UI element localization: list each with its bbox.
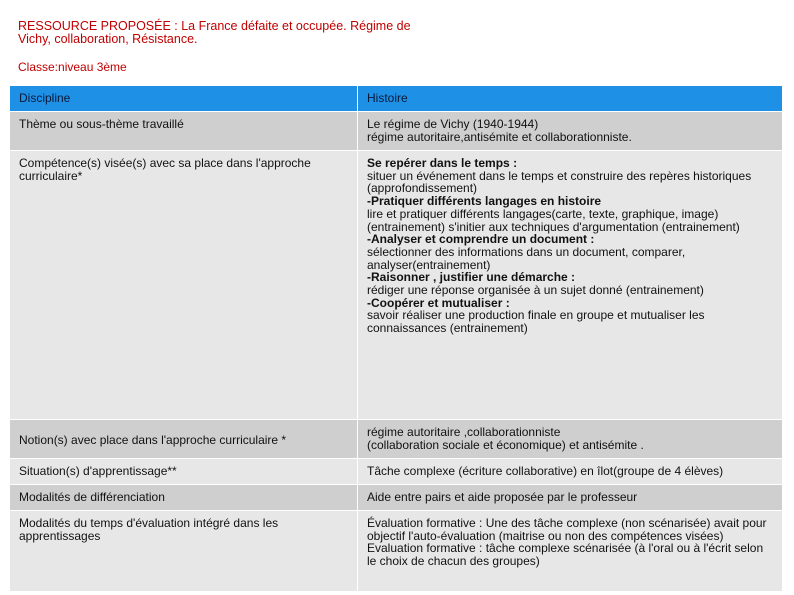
- row-label: Modalités de différenciation: [10, 485, 358, 511]
- competence-text: situer un événement dans le temps et construire des repères historiques (approfondissement): [367, 168, 752, 196]
- evaluation-line: Evaluation formative : tâche complexe scénarisée (à l'oral ou à l'écrit selon le choix de chacun des groupes): [367, 541, 764, 569]
- row-label: Situation(s) d'apprentissage**: [10, 459, 358, 485]
- table-row-situation: [10, 459, 783, 485]
- table-row-notions: [10, 420, 783, 459]
- table-row-theme: [10, 112, 783, 151]
- competence-text: rédiger une réponse organisée à un sujet donné (entrainement): [367, 283, 704, 298]
- row-value: [358, 151, 783, 420]
- row-label: Notion(s) avec place dans l'approche curriculaire *: [10, 420, 358, 459]
- notion-line: régime autoritaire ,collaborationniste: [367, 425, 561, 439]
- table-row-discipline: [10, 86, 783, 112]
- competence-heading: -Coopérer et mutualiser :: [367, 295, 510, 310]
- document-title: RESSOURCE PROPOSÉE : La France défaite et occupée. Régime de Vichy, collaboration, Résistance.: [18, 19, 411, 46]
- class-level: Classe:niveau 3ème: [18, 60, 127, 74]
- competence-heading: -Pratiquer différents langages en histoire: [367, 194, 602, 209]
- competence-text: sélectionner des informations dans un document, comparer, analyser(entrainement): [367, 244, 686, 272]
- table-row-competences: [10, 151, 783, 420]
- competence-heading: -Raisonner , justifier une démarche :: [367, 270, 576, 285]
- row-label: Compétence(s) visée(s) avec sa place dans l'approche curriculaire*: [10, 151, 358, 420]
- resource-table: [9, 85, 783, 592]
- theme-line: Le régime de Vichy (1940-1944): [367, 117, 539, 131]
- notion-line: (collaboration sociale et économique) et antisémite .: [367, 437, 644, 452]
- row-label: Thème ou sous-thème travaillé: [10, 112, 358, 151]
- row-value: Histoire: [358, 86, 783, 112]
- row-value: [358, 511, 783, 592]
- row-value: Aide entre pairs et aide proposée par le professeur: [358, 485, 783, 511]
- table-row-differenciation: [10, 485, 783, 511]
- row-value: [358, 112, 783, 151]
- theme-line: régime autoritaire,antisémite et collaborationniste.: [367, 129, 632, 144]
- evaluation-line: Évaluation formative : Une des tâche complexe (non scénarisée) avait pour objectif l'auto-évaluation (maitrise ou non des compétences visées): [367, 516, 767, 543]
- competence-heading: -Analyser et comprendre un document :: [367, 232, 595, 247]
- competence-text: lire et pratiquer différents langages(carte, texte, graphique, image)(entrainement) s'initier aux techniques d'argumentation (entrainement): [367, 206, 740, 234]
- row-label: Modalités du temps d'évaluation intégré dans les apprentissages: [10, 511, 358, 592]
- competence-text: savoir réaliser une production finale en groupe et mutualiser les connaissances (entrainement): [367, 308, 705, 336]
- row-value: Tâche complexe (écriture collaborative) en îlot(groupe de 4 élèves): [358, 459, 783, 485]
- row-value: [358, 420, 783, 459]
- row-label: Discipline: [10, 86, 358, 112]
- table-row-evaluation: [10, 511, 783, 592]
- competence-heading: Se repérer dans le temps :: [367, 156, 518, 170]
